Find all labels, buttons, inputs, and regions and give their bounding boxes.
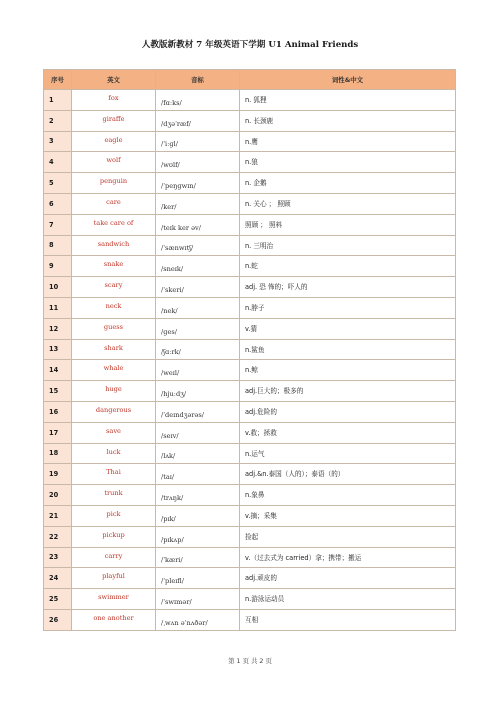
row-english-word: save xyxy=(72,422,156,443)
header-meaning: 词性&中文 xyxy=(240,70,456,90)
row-meaning: adj.危险的 xyxy=(240,401,456,422)
row-english-word: luck xyxy=(72,443,156,464)
row-phonetic: /lʌk/ xyxy=(156,443,240,464)
row-meaning: n.狼 xyxy=(240,152,456,173)
row-meaning: 捡起 xyxy=(240,526,456,547)
row-meaning: n.运气 xyxy=(240,443,456,464)
row-meaning: v.摘；采集 xyxy=(240,505,456,526)
table-row xyxy=(44,401,456,422)
row-meaning: 照顾 ； 照料 xyxy=(240,214,456,235)
row-english-word: dangerous xyxy=(72,401,156,422)
row-english-word: snake xyxy=(72,256,156,277)
row-number: 26 xyxy=(44,609,72,630)
row-number: 6 xyxy=(44,193,72,214)
row-english-word: trunk xyxy=(72,485,156,506)
row-english-word: neck xyxy=(72,297,156,318)
row-number: 19 xyxy=(44,464,72,485)
row-phonetic: /ˈiːɡl/ xyxy=(156,131,240,152)
row-meaning: n. 狐狸 xyxy=(240,90,456,111)
row-english-word: swimmer xyxy=(72,589,156,610)
row-number: 2 xyxy=(44,110,72,131)
row-number: 5 xyxy=(44,173,72,194)
row-number: 12 xyxy=(44,318,72,339)
row-english-word: one another xyxy=(72,609,156,630)
table-row xyxy=(44,505,456,526)
row-meaning: n. 三明治 xyxy=(240,235,456,256)
table-row xyxy=(44,131,456,152)
row-english-word: carry xyxy=(72,547,156,568)
row-number: 10 xyxy=(44,277,72,298)
row-number: 1 xyxy=(44,90,72,111)
row-phonetic: /wʊlf/ xyxy=(156,152,240,173)
row-meaning: n. 企鹅 xyxy=(240,173,456,194)
row-phonetic: /seɪv/ xyxy=(156,422,240,443)
row-english-word: sandwich xyxy=(72,235,156,256)
row-number: 7 xyxy=(44,214,72,235)
table-row xyxy=(44,318,456,339)
row-meaning: n.鲸 xyxy=(240,360,456,381)
table-row xyxy=(44,443,456,464)
row-english-word: fox xyxy=(72,90,156,111)
row-phonetic: /teɪk ker əv/ xyxy=(156,214,240,235)
row-english-word: pick xyxy=(72,505,156,526)
row-meaning: adj. 恐 怖的；吓人的 xyxy=(240,277,456,298)
row-number: 23 xyxy=(44,547,72,568)
table-row xyxy=(44,90,456,111)
table-row xyxy=(44,277,456,298)
table-row xyxy=(44,547,456,568)
table-row xyxy=(44,339,456,360)
row-number: 22 xyxy=(44,526,72,547)
table-row xyxy=(44,235,456,256)
row-english-word: shark xyxy=(72,339,156,360)
row-phonetic: /ˈskeri/ xyxy=(156,277,240,298)
row-phonetic: /pɪk/ xyxy=(156,505,240,526)
row-number: 20 xyxy=(44,485,72,506)
row-number: 15 xyxy=(44,381,72,402)
table-row xyxy=(44,360,456,381)
row-phonetic: /ker/ xyxy=(156,193,240,214)
table-row xyxy=(44,193,456,214)
row-english-word: whale xyxy=(72,360,156,381)
header-english: 英文 xyxy=(72,70,156,90)
row-number: 24 xyxy=(44,568,72,589)
row-number: 21 xyxy=(44,505,72,526)
row-meaning: n.游泳运动员 xyxy=(240,589,456,610)
table-row xyxy=(44,173,456,194)
row-meaning: adj.&n.泰国（人的）；泰语（的） xyxy=(240,464,456,485)
row-meaning: n.象鼻 xyxy=(240,485,456,506)
row-phonetic: /nek/ xyxy=(156,297,240,318)
table-row xyxy=(44,152,456,173)
row-english-word: playful xyxy=(72,568,156,589)
row-english-word: scary xyxy=(72,277,156,298)
header-phonetic: 音标 xyxy=(156,70,240,90)
row-phonetic: /taɪ/ xyxy=(156,464,240,485)
row-meaning: adj.顽皮的 xyxy=(240,568,456,589)
row-meaning: n.脖子 xyxy=(240,297,456,318)
table-header-row xyxy=(44,70,456,90)
row-meaning: n. 关心 ； 照顾 xyxy=(240,193,456,214)
table-row xyxy=(44,526,456,547)
row-english-word: huge xyxy=(72,381,156,402)
row-meaning: n. 长颈鹿 xyxy=(240,110,456,131)
row-number: 9 xyxy=(44,256,72,277)
table-row xyxy=(44,214,456,235)
page-title: 人教版新教材 7 年级英语下学期 U1 Animal Friends xyxy=(141,40,359,50)
row-meaning: n.鲨鱼 xyxy=(240,339,456,360)
row-phonetic: /sneɪk/ xyxy=(156,256,240,277)
row-phonetic: /ˈdeɪndʒərəs/ xyxy=(156,401,240,422)
row-meaning: adj.巨大的；极多的 xyxy=(240,381,456,402)
row-phonetic: /hjuːdʒ/ xyxy=(156,381,240,402)
row-meaning: v.救；拯救 xyxy=(240,422,456,443)
table-row xyxy=(44,110,456,131)
row-english-word: wolf xyxy=(72,152,156,173)
header-number: 序号 xyxy=(44,70,72,90)
row-meaning: n.鹰 xyxy=(240,131,456,152)
table-row xyxy=(44,589,456,610)
row-phonetic: /ʃɑːrk/ xyxy=(156,339,240,360)
table-row xyxy=(44,609,456,630)
row-number: 18 xyxy=(44,443,72,464)
row-number: 13 xyxy=(44,339,72,360)
table-row xyxy=(44,297,456,318)
row-english-word: eagle xyxy=(72,131,156,152)
row-number: 17 xyxy=(44,422,72,443)
row-number: 3 xyxy=(44,131,72,152)
row-phonetic: /fɑːks/ xyxy=(156,90,240,111)
row-phonetic: /ˈpeŋɡwɪn/ xyxy=(156,173,240,194)
row-phonetic: /ˈkæri/ xyxy=(156,547,240,568)
row-phonetic: /ˌwʌn əˈnʌðər/ xyxy=(156,609,240,630)
row-number: 11 xyxy=(44,297,72,318)
row-phonetic: /weɪl/ xyxy=(156,360,240,381)
row-number: 8 xyxy=(44,235,72,256)
row-meaning: 互相 xyxy=(240,609,456,630)
table-row xyxy=(44,485,456,506)
row-number: 14 xyxy=(44,360,72,381)
row-meaning: v.（过去式为 carried）拿；携带；搬运 xyxy=(240,547,456,568)
row-english-word: giraffe xyxy=(72,110,156,131)
row-meaning: v.猜 xyxy=(240,318,456,339)
row-english-word: care xyxy=(72,193,156,214)
row-english-word: pickup xyxy=(72,526,156,547)
row-english-word: take care of xyxy=(72,214,156,235)
row-number: 4 xyxy=(44,152,72,173)
row-english-word: Thai xyxy=(72,464,156,485)
row-number: 25 xyxy=(44,589,72,610)
table-row xyxy=(44,568,456,589)
table-row xyxy=(44,256,456,277)
page-footer: 第 1 页 共 2 页 xyxy=(228,657,272,665)
row-phonetic: /pɪkʌp/ xyxy=(156,526,240,547)
row-english-word: penguin xyxy=(72,173,156,194)
vocabulary-table xyxy=(43,69,456,631)
row-phonetic: /ˈpleɪfl/ xyxy=(156,568,240,589)
row-phonetic: /ˈswɪmər/ xyxy=(156,589,240,610)
row-meaning: n.蛇 xyxy=(240,256,456,277)
row-phonetic: /ˈsænwɪtʃ/ xyxy=(156,235,240,256)
row-number: 16 xyxy=(44,401,72,422)
table-row xyxy=(44,381,456,402)
table-row xyxy=(44,422,456,443)
row-phonetic: /dʒəˈræf/ xyxy=(156,110,240,131)
row-phonetic: /ɡes/ xyxy=(156,318,240,339)
row-english-word: guess xyxy=(72,318,156,339)
table-row xyxy=(44,464,456,485)
row-phonetic: /trʌŋk/ xyxy=(156,485,240,506)
